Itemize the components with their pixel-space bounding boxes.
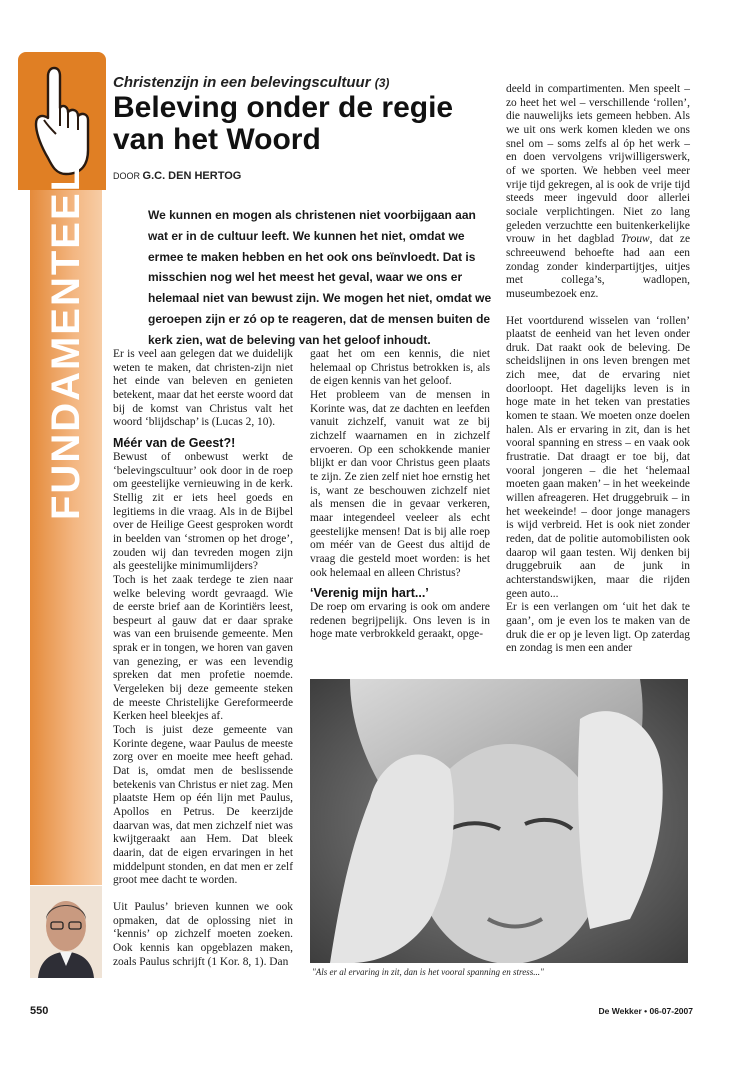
paragraph: Toch is juist deze gemeente van Korinte degene, waar Paulus de meeste zorg over en moeite mee heeft gehad. Dat is, omdat men de beslissende betekenis van Christus er niet zag. Men plaatste Hem op één lijn met Paulus, Apollos en Petrus. De keerzijde daarvan was, dat men zichzelf niet was kwijtgeraakt aan Hem. Dat bleek daarin, dat de eigen ervaringen in het middelpunt stonden, en dat men er zelf groot mee dacht te worden. [113, 724, 293, 887]
photo-caption: "Als er al ervaring in zit, dan is het vooral spanning en stress..." [312, 967, 544, 977]
pointing-hand-icon [26, 62, 98, 180]
subheading: Méér van de Geest?! [113, 435, 236, 450]
article-title: Beleving onder de regie van het Woord [113, 91, 454, 156]
byline-prefix: DOOR [113, 171, 140, 181]
paragraph: Toch is het zaak terdege te zien naar welke beleving wordt gevraagd. Wie de eerste brief aan de Korintiërs leest, bespeurt al gauw dat er daar sprake was van een bruisende gemeente. Men sprak er in tongen, we horen van gaven van genezing, er was een levendig spreken dat men profetie noemde. Vergeleken bij deze gemeente steken de meeste Christelijke Gereformeerde Kerken heel bleekjes af. [113, 573, 293, 723]
text-span: deeld in compartimenten. Men speelt – zo heet het wel – verschillende ‘rollen’, die nauwelijks iets gemeen hebben. Als we uit ons werk komen kleden we ons snel om – soms zelfs al óp het werk – en doen vervolgens vrijwilligerswerk, of we sporten. We hebben veel meer vrije tijd gekregen, al is ook de vrije tijd steeds meer ingevuld door allerlei sociale verplichtingen. Niet zo lang geleden verzuchtte een buitenkerkelijke vrouw in het dagblad [506, 83, 690, 246]
stressed-woman-photo [310, 679, 688, 963]
article-column-3 [506, 83, 690, 656]
article-column-2 [310, 348, 490, 642]
page-number: 550 [30, 1005, 49, 1017]
byline [113, 170, 241, 182]
author-portrait [30, 886, 102, 978]
paragraph: Het voortdurend wisselen van ‘rollen’ plaatst de eenheid van het leven onder druk. Dat raakt ook de beleving. De scheidslijnen in ons leven brengen met zich mee, dat de ervaring niet doorloopt. Het dagelijks leven is in hoge mate in het teken van prestaties komen te staan. We moeten onze doelen halen. Als er ervaring in zit, dan is het vooral spanning en stress – en vaak ook frustratie. Dat draagt er toe bij, dat vooral jongeren – die het ‘helemaal moeten gaan maken’ – in het weekeinde willen afreageren. Het druggebruik – in het weekeinde! – door jonge managers is wijd verbreid. Het is ook niet zonder reden, dat de politie automobilisten ook daarop wil gaan testen. Wij denken bij druggebruik aan de junk in achterstandswijken, maar die rijden geen auto... [506, 314, 690, 600]
paragraph: Bewust of onbewust werkt de ‘belevingscultuur’ ook door in de roep om geestelijke vernieuwing in de kerk. Stellig zit er iets heel goeds en legitiems in die vraag. Als in de Bijbel over de Heilige Geest gesproken wordt in beelden van ‘stromen op het droge’, zouden wij dan tevreden mogen zijn als geestelijke minimumlijders? [113, 450, 293, 573]
paragraph: Er is een verlangen om ‘uit het dak te gaan’, om je even los te maken van de druk die er op je leven ligt. Op zaterdag en zondag is men een ander [506, 601, 690, 655]
author-name: G.C. DEN HERTOG [142, 170, 242, 182]
article-column-1 [113, 348, 293, 969]
paragraph: Er is veel aan gelegen dat we duidelijk weten te maken, dat christen-zijn niet het einde van beleven en genieten betekent, maar dat het eerste woord dat bij de komst van Christus valt het woord ‘blijdschap’ is (Lucas 2, 10). [113, 348, 293, 429]
paragraph: gaat het om een kennis, die niet helemaal op Christus betrokken is, als de eigen kennis van het geloof. [310, 348, 490, 388]
subheading: ‘Verenig mijn hart...’ [310, 586, 429, 601]
lead-paragraph: We kunnen en mogen als christenen niet voorbijgaan aan wat er in de cultuur leeft. We kunnen het niet, omdat we ermee te maken hebben en het ook ons beïnvloedt. Dat is misschien nog wel het meest het geval, waar we ons er helemaal niet van bewust zijn. We mogen het niet, omdat we geroepen zijn er zó op te reageren, dat de mensen buiten de kerk zien, wat de beleving van het geloof inhoudt. [148, 208, 492, 347]
section-label: FUNDAMENTEEL [44, 164, 88, 520]
series-number: (3) [374, 76, 390, 90]
paragraph: Uit Paulus’ brieven kunnen we ook opmaken, dat de oplossing niet in ‘kennis’ op zichzelf moeten zoeken. Ook kennis kan opgeblazen maken, zoals Paulus schrijft (1 Kor. 8, 1). Dan [113, 900, 293, 968]
paragraph: Het probleem van de mensen in Korinte was, dat ze dachten en leefden vanuit zichzelf, vanuit wat ze bij zichzelf waarnamen en in zichzelf ervoeren. Op een schokkende manier blijkt er dan voor Christus geen plaats te zijn. Ze zien zelf niet hoe ernstig het is, want ze beschouwen zichzelf niet als mensen die in gevaar verkeren, maar integendeel veeleer als echt geestelijke mensen! Dat is bij alle roep om méér van de Geest dus altijd de vraag die gesteld moet worden: is het ook helemaal en alleen Christus? [310, 388, 490, 579]
series-name: Christenzijn in een belevingscultuur [113, 74, 371, 91]
series-title [113, 74, 389, 91]
text-span: , dat ze schreeuwend behoefte had aan een zondag zonder kinderpartijtjes, uitjes met collega’s, wadlopen, museumbezoek enz. [506, 233, 690, 300]
paragraph: De roep om ervaring is ook om andere redenen begrijpelijk. Ons leven is in hoge mate verbrokkeld geraakt, opge- [310, 601, 490, 641]
newspaper-name: Trouw [620, 233, 650, 246]
paragraph [506, 83, 690, 302]
publication-info: De Wekker • 06-07-2007 [598, 1006, 693, 1016]
